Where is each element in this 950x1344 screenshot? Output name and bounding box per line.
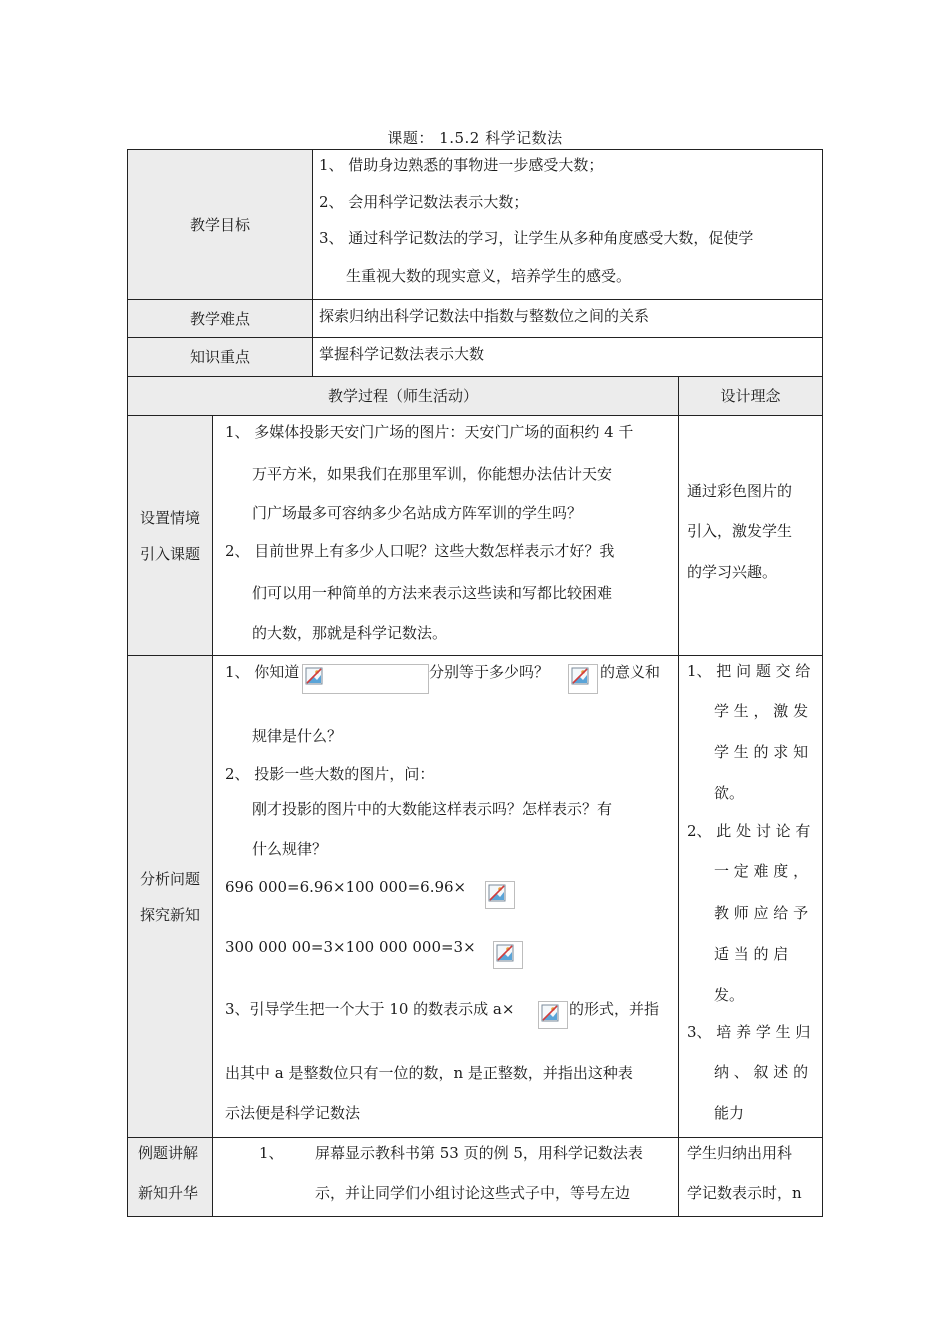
difficulty-content-cell: [312, 299, 823, 338]
section1-label-line: 设置情境: [139, 508, 200, 527]
keypoint-content-cell: [312, 337, 823, 377]
section2-label-cell: [127, 655, 213, 1138]
section1-note-line: 通过彩色图片的: [687, 482, 793, 500]
section2-note-line: 2、 此 处 讨 论 有: [687, 822, 811, 840]
section2-line: 的意义和: [600, 663, 661, 681]
section2-note-line: 学 生 的 求 知: [714, 743, 809, 761]
section1-line: 1、 多媒体投影天安门广场的图片：天安门广场的面积约 4 千: [225, 423, 634, 441]
section2-line: 3、引导学生把一个大于 10 的数表示成 a×: [225, 1000, 515, 1018]
section2-line: 分别等于多少吗？: [429, 663, 550, 681]
broken-image-icon: [496, 944, 514, 962]
objectives-label: 教学目标: [189, 215, 250, 234]
section3-label-line: 例题讲解: [138, 1144, 199, 1162]
section2-line: 2、 投影一些大数的图片，问：: [225, 765, 435, 783]
section1-label-cell: [127, 415, 213, 656]
section2-content-cell: [212, 655, 679, 1138]
broken-image: [302, 664, 429, 694]
broken-image: [538, 1001, 568, 1029]
broken-image-icon: [571, 667, 589, 685]
broken-image: [493, 941, 523, 969]
keypoint-label-cell: [127, 337, 313, 377]
section2-line: 示法便是科学记数法: [225, 1104, 361, 1122]
section3-line: 屏幕显示教科书第 53 页的例 5，用科学记数法表: [315, 1144, 643, 1162]
objective-item: 生重视大数的现实意义，培养学生的感受。: [346, 267, 632, 285]
section3-label-line: 新知升华: [138, 1184, 199, 1202]
section2-note-line: 3、 培 养 学 生 归: [687, 1023, 811, 1041]
objectives-label-cell: [127, 149, 313, 300]
section2-line: 什么规律？: [252, 840, 328, 858]
section2-note-line: 学 生 ， 激 发: [714, 702, 809, 720]
section2-line: 696 000=6.96×100 000=6.96×: [225, 878, 467, 896]
section2-label-line: 分析问题: [139, 869, 200, 888]
broken-image-icon: [305, 667, 323, 685]
broken-image: [568, 664, 598, 694]
concept-header-cell: [678, 376, 823, 416]
section3-line: 示，并让同学们小组讨论这些式子中，等号左边: [315, 1184, 631, 1202]
section2-note-line: 发。: [714, 986, 745, 1004]
section2-note-line: 欲。: [714, 784, 745, 802]
broken-image: [485, 881, 515, 909]
page-title: 课题： 1.5.2 科学记数法: [387, 129, 563, 147]
broken-image-icon: [541, 1004, 559, 1022]
objective-item: 1、 借助身边熟悉的事物进一步感受大数；: [319, 156, 604, 174]
section2-line: 的形式，并指: [569, 1000, 660, 1018]
section2-line: 规律是什么？: [252, 727, 343, 745]
section1-line: 2、 目前世界上有多少人口呢？这些大数怎样表示才好？我: [225, 542, 615, 560]
section1-note-line: 引入，激发学生: [687, 522, 793, 540]
section3-num: 1、: [259, 1144, 284, 1162]
section3-content-cell: [212, 1137, 679, 1217]
section2-note-line: 适 当 的 启: [714, 945, 789, 963]
section2-note-line: 教 师 应 给 予: [714, 904, 809, 922]
keypoint-text: 掌握科学记数法表示大数: [319, 345, 485, 363]
section2-label-line: 探究新知: [139, 905, 200, 924]
section1-label-line: 引入课题: [139, 544, 200, 563]
section1-content-cell: [212, 415, 679, 656]
process-header: 教学过程（师生活动）: [327, 387, 478, 405]
section1-note-line: 的学习兴趣。: [687, 563, 778, 581]
section1-line: 们可以用一种简单的方法来表示这些读和写都比较困难: [252, 584, 613, 602]
section2-line: 刚才投影的图片中的大数能这样表示吗？怎样表示？有: [252, 800, 613, 818]
difficulty-label: 教学难点: [189, 309, 250, 328]
section1-note-cell: [678, 415, 823, 656]
concept-header: 设计理念: [720, 387, 781, 405]
process-header-cell: [127, 376, 679, 416]
section2-note-line: 能力: [714, 1104, 745, 1122]
difficulty-label-cell: [127, 299, 313, 338]
objectives-content-cell: [312, 149, 823, 300]
lesson-plan-table: [127, 149, 823, 1217]
objective-item: 3、 通过科学记数法的学习，让学生从多种角度感受大数，促使学: [319, 229, 754, 247]
section2-note-cell: [678, 655, 823, 1138]
difficulty-text: 探索归纳出科学记数法中指数与整数位之间的关系: [319, 307, 650, 325]
broken-image-icon: [488, 884, 506, 902]
section2-note-line: 一 定 难 度 ，: [714, 862, 809, 880]
keypoint-label: 知识重点: [189, 348, 250, 366]
section2-note-line: 1、 把 问 题 交 给: [687, 662, 811, 680]
objective-item: 2、 会用科学记数法表示大数；: [319, 193, 529, 211]
section1-line: 门广场最多可容纳多少名站成方阵军训的学生吗？: [252, 504, 583, 522]
section3-note-line: 学生归纳出用科: [687, 1144, 793, 1162]
section3-note-line: 学记数表示时，n: [687, 1184, 802, 1202]
section1-line: 的大数，那就是科学记数法。: [252, 624, 448, 642]
section2-line: 1、 你知道: [225, 663, 300, 681]
section1-line: 万平方米，如果我们在那里军训，你能想办法估计天安: [252, 465, 613, 483]
section2-line: 300 000 00=3×100 000 000=3×: [225, 938, 476, 956]
section3-label-cell: [127, 1137, 213, 1217]
section3-note-cell: [678, 1137, 823, 1217]
section2-line: 出其中 a 是整数位只有一位的数，n 是正整数，并指出这种表: [225, 1064, 633, 1082]
section2-note-line: 纳 、 叙 述 的: [714, 1063, 809, 1081]
